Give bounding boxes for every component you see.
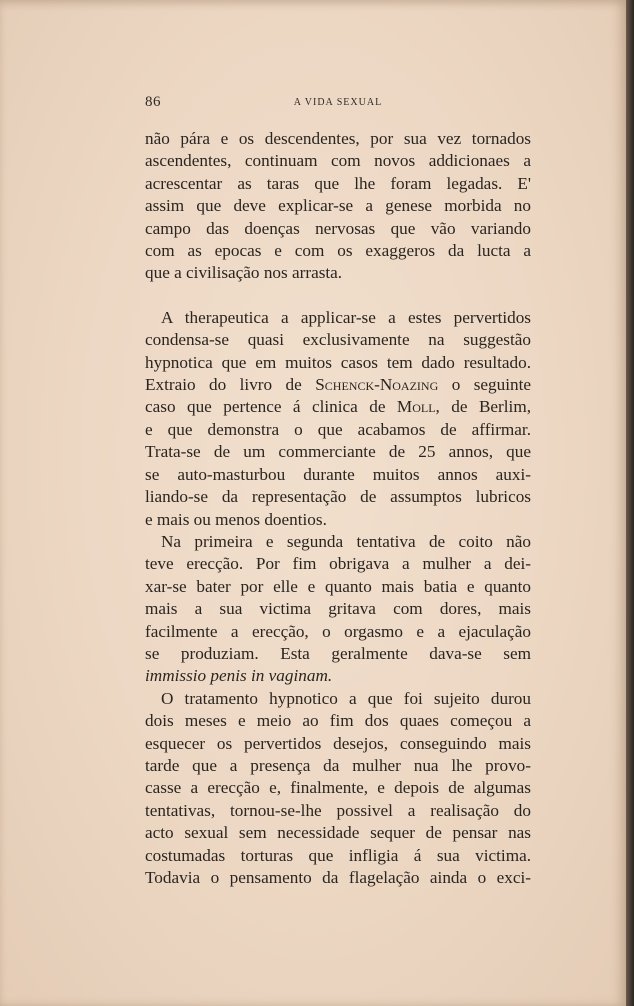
text-line: com as epocas e com os exaggeros da lucta a [145, 241, 531, 261]
paragraph-gap [145, 285, 531, 307]
text-line: casse a erecção e, finalmente, e depois de algumas [145, 778, 531, 798]
text-line: Extraio do livro de Schenck-Noazing o seguinte [145, 375, 531, 395]
text-line: tentativas, tornou-se-lhe possivel a realisação do [145, 800, 531, 820]
text-line: tarde que a presença da mulher nua lhe provo- [145, 755, 531, 775]
text-line: esquecer os pervertidos desejos, conseguindo mais [145, 733, 531, 753]
author-name: Schenck-Noazing [315, 375, 439, 395]
text-line: Na primeira e segunda tentativa de coito não [161, 531, 531, 551]
running-head: A VIDA SEXUAL [293, 97, 383, 108]
text-line: não pára e os descendentes, por sua vez tornados [145, 129, 531, 148]
text-line: dois meses e meio ao fim dos quaes começou a [145, 711, 531, 731]
text-line: O tratamento hypnotico a que foi sujeito durou [161, 688, 531, 708]
text-line: se produziam. Esta geralmente dava-se sem [145, 643, 531, 663]
text-line-italic: immissio penis in vaginam. [145, 666, 333, 686]
text-line: que a civilisação nos arrasta. [145, 263, 343, 283]
text-line: ascendentes, continuam com novos addicionaes a [145, 151, 531, 171]
text-line: acrescentar as taras que lhe foram legadas. E' [145, 173, 531, 193]
text-line: xar-se bater por elle e quanto mais batia e quanto [145, 576, 531, 596]
text-line: mais a sua victima gritava com dores, mais [145, 599, 531, 619]
text-line: costumadas torturas que infligia á sua victima. [145, 845, 531, 865]
text-line: assim que deve explicar-se a genese morbida no [145, 196, 531, 216]
text-line: Todavia o pensamento da flagelação ainda o exci- [145, 868, 531, 887]
text-line: hypnotica que em muitos casos tem dado resultado. [145, 352, 531, 372]
text-line: condensa-se quasi exclusivamente na suggestão [145, 330, 531, 350]
text-line: Trata-se de um commerciante de 25 annos, que [145, 442, 531, 462]
text-line: caso que pertence á clinica de Moll, de Berlim, [145, 397, 531, 417]
body-text [145, 128, 531, 889]
author-name: Moll [396, 397, 436, 417]
text-line: liando-se da representação de assumptos lubricos [145, 487, 531, 507]
text-line: teve erecção. Por fim obrigava a mulher a dei- [145, 554, 531, 574]
text-line: A therapeutica a applicar-se a estes pervertidos [161, 307, 531, 327]
page-number: 86 [145, 94, 161, 110]
page-header [145, 94, 531, 112]
text-line: facilmente a erecção, o orgasmo e a ejaculação [145, 621, 531, 641]
text-line: e que demonstra o que acabamos de affirmar. [145, 419, 531, 439]
text-line: se auto-masturbou durante muitos annos auxi- [145, 464, 531, 484]
text-line: acto sexual sem necessidade sequer de pensar nas [145, 823, 531, 843]
text-line: e mais ou menos doentios. [145, 509, 327, 529]
page-edge-shadow [626, 0, 634, 1006]
text-line: campo das doenças nervosas que vão variando [145, 218, 531, 238]
